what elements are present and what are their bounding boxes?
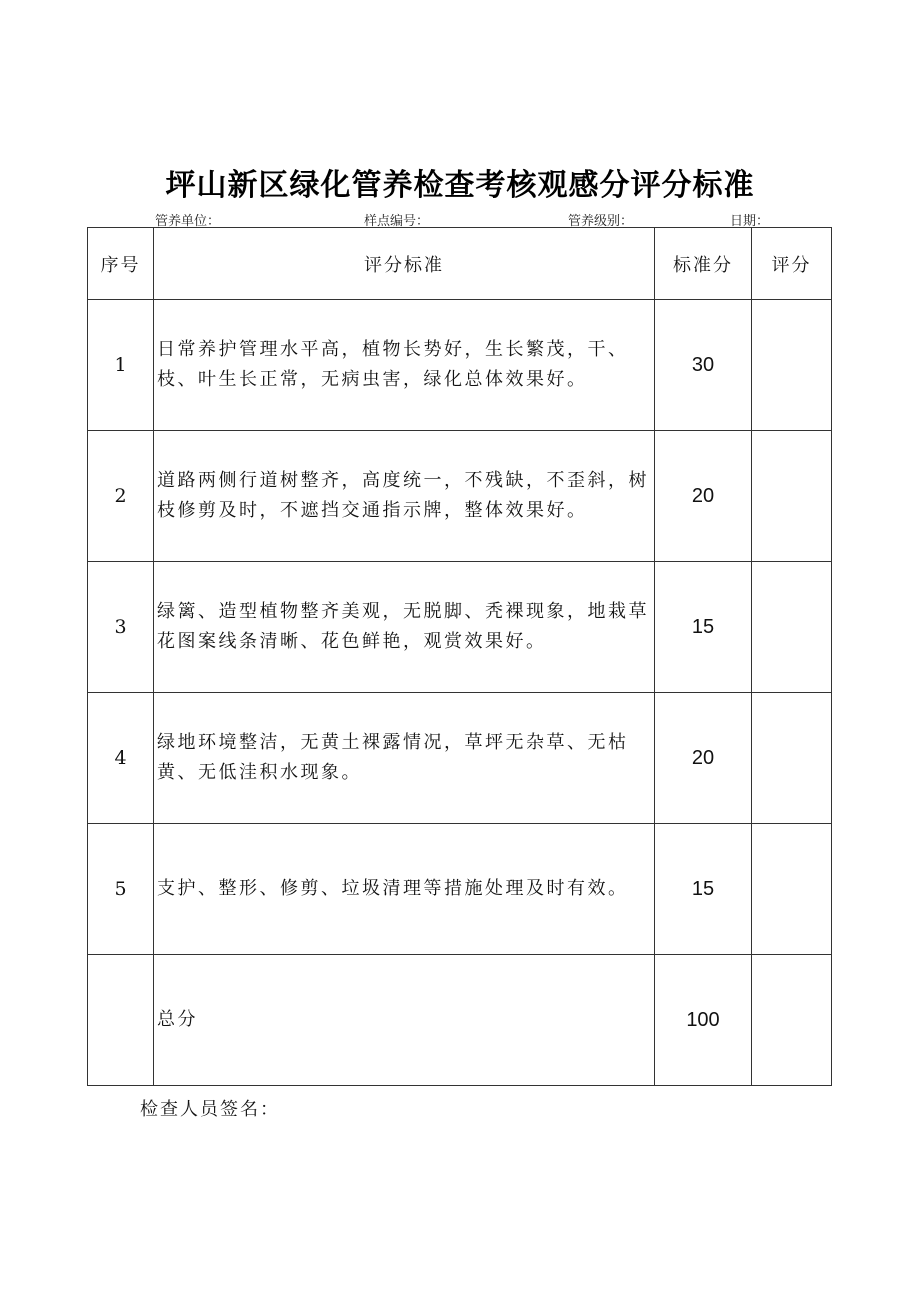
row-criteria: 绿篱、造型植物整齐美观，无脱脚、秃裸现象，地栽草花图案线条清晰、花色鲜艳，观赏效果好。	[154, 562, 655, 693]
row-criteria: 绿地环境整洁，无黄土裸露情况，草坪无杂草、无枯黄、无低洼积水现象。	[154, 693, 655, 824]
table-row	[88, 824, 832, 955]
header-criteria: 评分标准	[154, 228, 655, 300]
date-label: 日期：	[730, 214, 770, 229]
row-score-cell[interactable]	[752, 562, 832, 693]
maintenance-level-label: 管养级别：	[568, 214, 634, 229]
document-title: 坪山新区绿化管养检查考核观感分评分标准	[165, 168, 755, 203]
row-standard-score: 15	[655, 562, 752, 693]
row-standard-score: 20	[655, 693, 752, 824]
row-score-cell[interactable]	[752, 693, 832, 824]
header-standard-score: 标准分	[655, 228, 752, 300]
row-criteria: 支护、整形、修剪、垃圾清理等措施处理及时有效。	[154, 824, 655, 955]
table-row	[88, 431, 832, 562]
row-score-cell[interactable]	[752, 300, 832, 431]
row-criteria: 日常养护管理水平高，植物长势好，生长繁茂，干、枝、叶生长正常，无病虫害，绿化总体效果好。	[154, 300, 655, 431]
row-index: 5	[88, 824, 154, 955]
site-number-label: 样点编号：	[364, 214, 430, 229]
row-score-cell[interactable]	[752, 824, 832, 955]
total-row	[88, 955, 832, 1086]
table-row	[88, 693, 832, 824]
header-index: 序号	[88, 228, 154, 300]
inspector-signature-label: 检查人员签名：	[140, 1099, 280, 1120]
table-header-row	[88, 228, 832, 300]
row-standard-score: 20	[655, 431, 752, 562]
table-row	[88, 300, 832, 431]
scoring-table	[87, 227, 832, 1086]
total-index	[88, 955, 154, 1086]
row-criteria: 道路两侧行道树整齐，高度统一，不残缺，不歪斜，树枝修剪及时，不遮挡交通指示牌，整体效果好。	[154, 431, 655, 562]
total-label: 总分	[154, 955, 655, 1086]
row-score-cell[interactable]	[752, 431, 832, 562]
header-score: 评分	[752, 228, 832, 300]
row-index: 1	[88, 300, 154, 431]
row-index: 4	[88, 693, 154, 824]
row-standard-score: 30	[655, 300, 752, 431]
total-score-cell[interactable]	[752, 955, 832, 1086]
row-index: 2	[88, 431, 154, 562]
row-standard-score: 15	[655, 824, 752, 955]
total-standard-score: 100	[655, 955, 752, 1086]
row-index: 3	[88, 562, 154, 693]
unit-label: 管养单位：	[155, 214, 221, 229]
table-row	[88, 562, 832, 693]
